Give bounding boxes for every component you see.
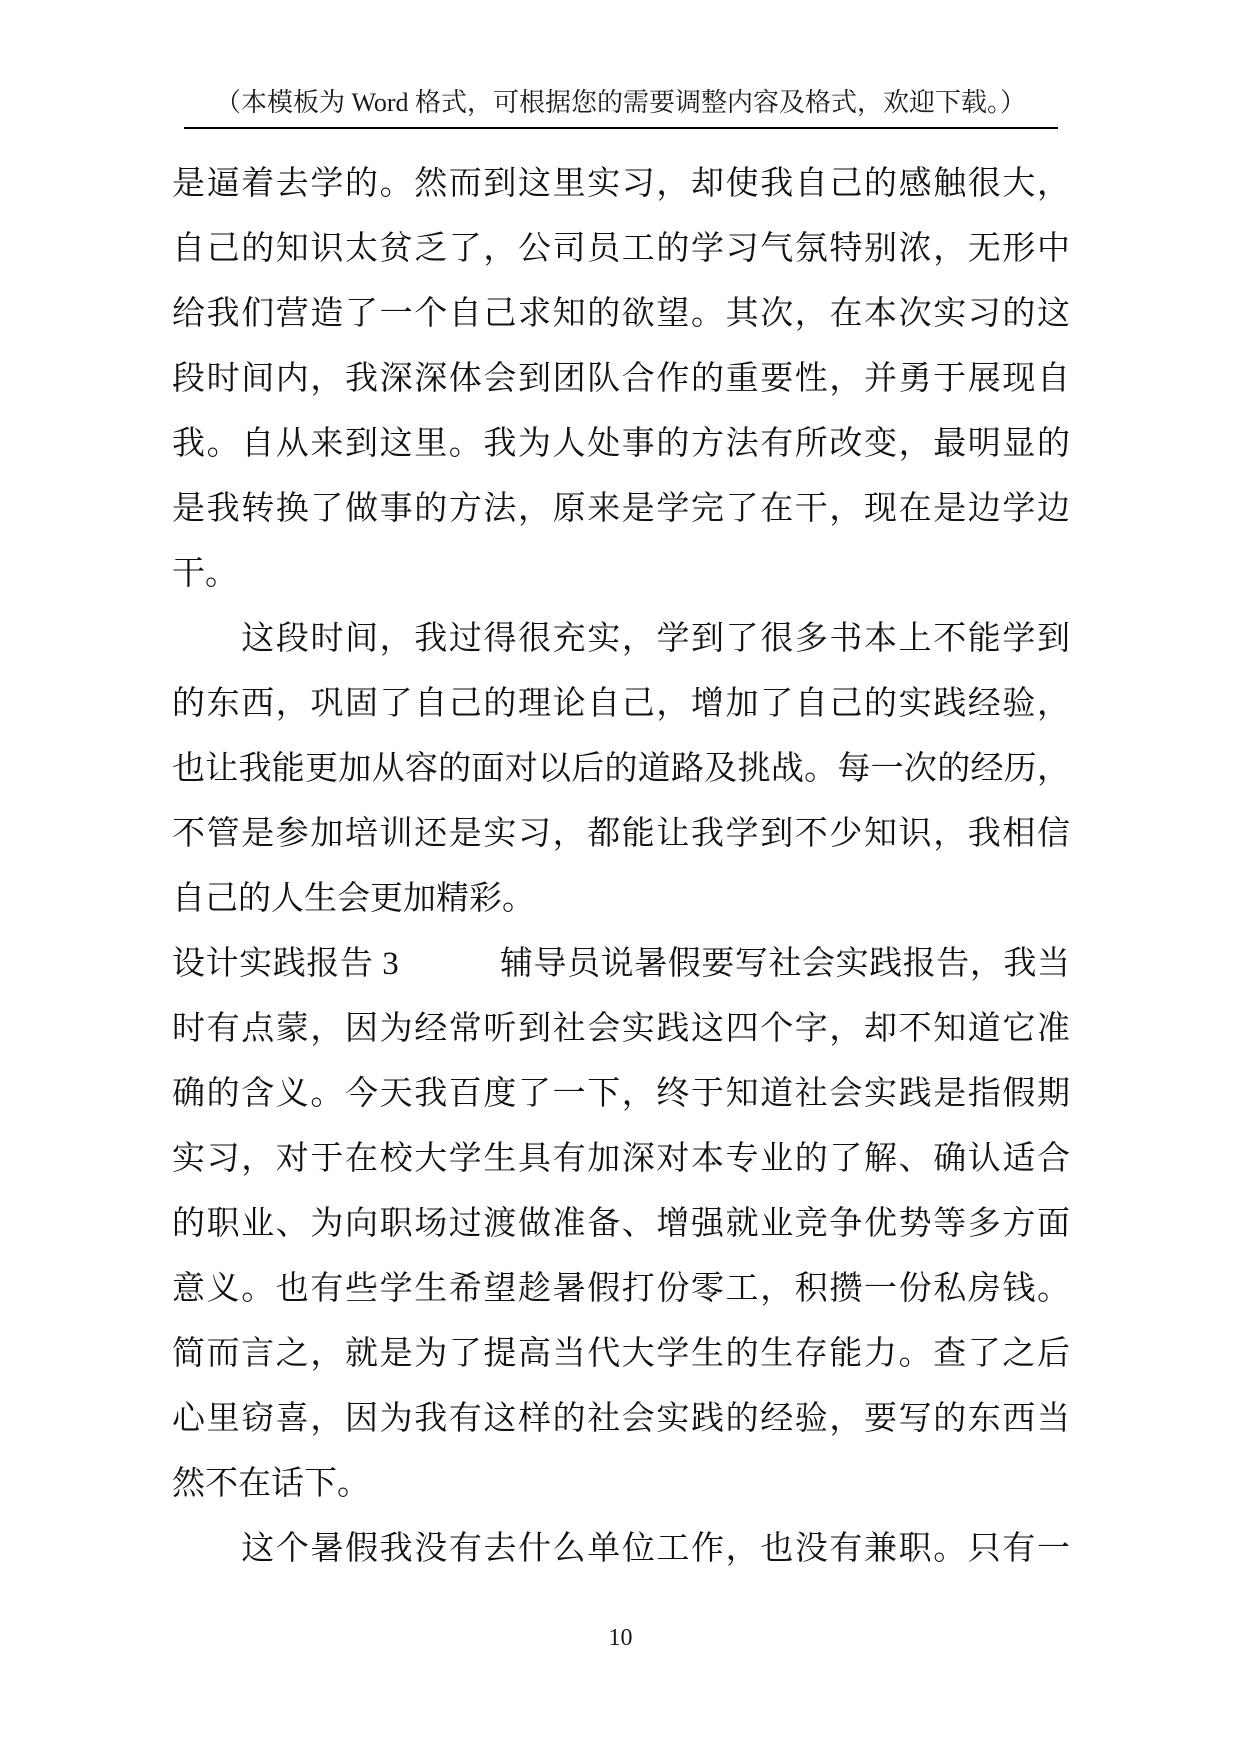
text-line: 自己的知识太贫乏了，公司员工的学习气氛特别浓，无形中 [172, 231, 1070, 267]
document-body [172, 152, 1070, 1582]
text-line: 给我们营造了一个自己求知的欲望。其次，在本次实习的这 [172, 296, 1070, 332]
template-notice: （本模板为 Word 格式，可根据您的需要调整内容及格式，欢迎下载。） [214, 88, 1027, 117]
text-line: 确的含义。今天我百度了一下，终于知道社会实践是指假期 [172, 1076, 1070, 1112]
text-line: 的职业、为向职场过渡做准备、增强就业竞争优势等多方面 [172, 1206, 1070, 1242]
text-line: 是我转换了做事的方法，原来是学完了在干，现在是边学边 [172, 491, 1070, 527]
text-line: 然不在话下。 [172, 1466, 370, 1502]
text-line: 的东西，巩固了自己的理论自己，增加了自己的实践经验， [172, 686, 1070, 722]
header-divider [184, 127, 1058, 129]
text-line: 心里窃喜，因为我有这样的社会实践的经验，要写的东西当 [172, 1401, 1070, 1437]
text-line: 意义。也有些学生希望趁暑假打份零工，积攒一份私房钱。 [172, 1271, 1070, 1307]
text-line: 干。 [172, 556, 238, 592]
text-line: 实习，对于在校大学生具有加深对本专业的了解、确认适合 [172, 1141, 1070, 1177]
text-line: 这个暑假我没有去什么单位工作，也没有兼职。只有一 [241, 1531, 1070, 1567]
text-line: 设计实践报告 3 辅导员说暑假要写社会实践报告，我当 [172, 946, 1070, 982]
text-line: 段时间内，我深深体会到团队合作的重要性，并勇于展现自 [172, 361, 1070, 397]
text-line: 自己的人生会更加精彩。 [172, 881, 535, 917]
text-line: 不管是参加培训还是实习，都能让我学到不少知识，我相信 [172, 816, 1070, 852]
text-line: 我。自从来到这里。我为人处事的方法有所改变，最明显的 [172, 426, 1070, 462]
text-line: 时有点蒙，因为经常听到社会实践这四个字，却不知道它准 [172, 1011, 1070, 1047]
page-number: 10 [608, 1625, 633, 1651]
text-line: 是逼着去学的。然而到这里实习，却使我自己的感触很大， [172, 166, 1070, 202]
text-line: 这段时间，我过得很充实，学到了很多书本上不能学到 [241, 621, 1070, 657]
text-line: 也让我能更加从容的面对以后的道路及挑战。每一次的经历， [172, 751, 1070, 787]
text-line: 简而言之，就是为了提高当代大学生的生存能力。查了之后 [172, 1336, 1070, 1372]
